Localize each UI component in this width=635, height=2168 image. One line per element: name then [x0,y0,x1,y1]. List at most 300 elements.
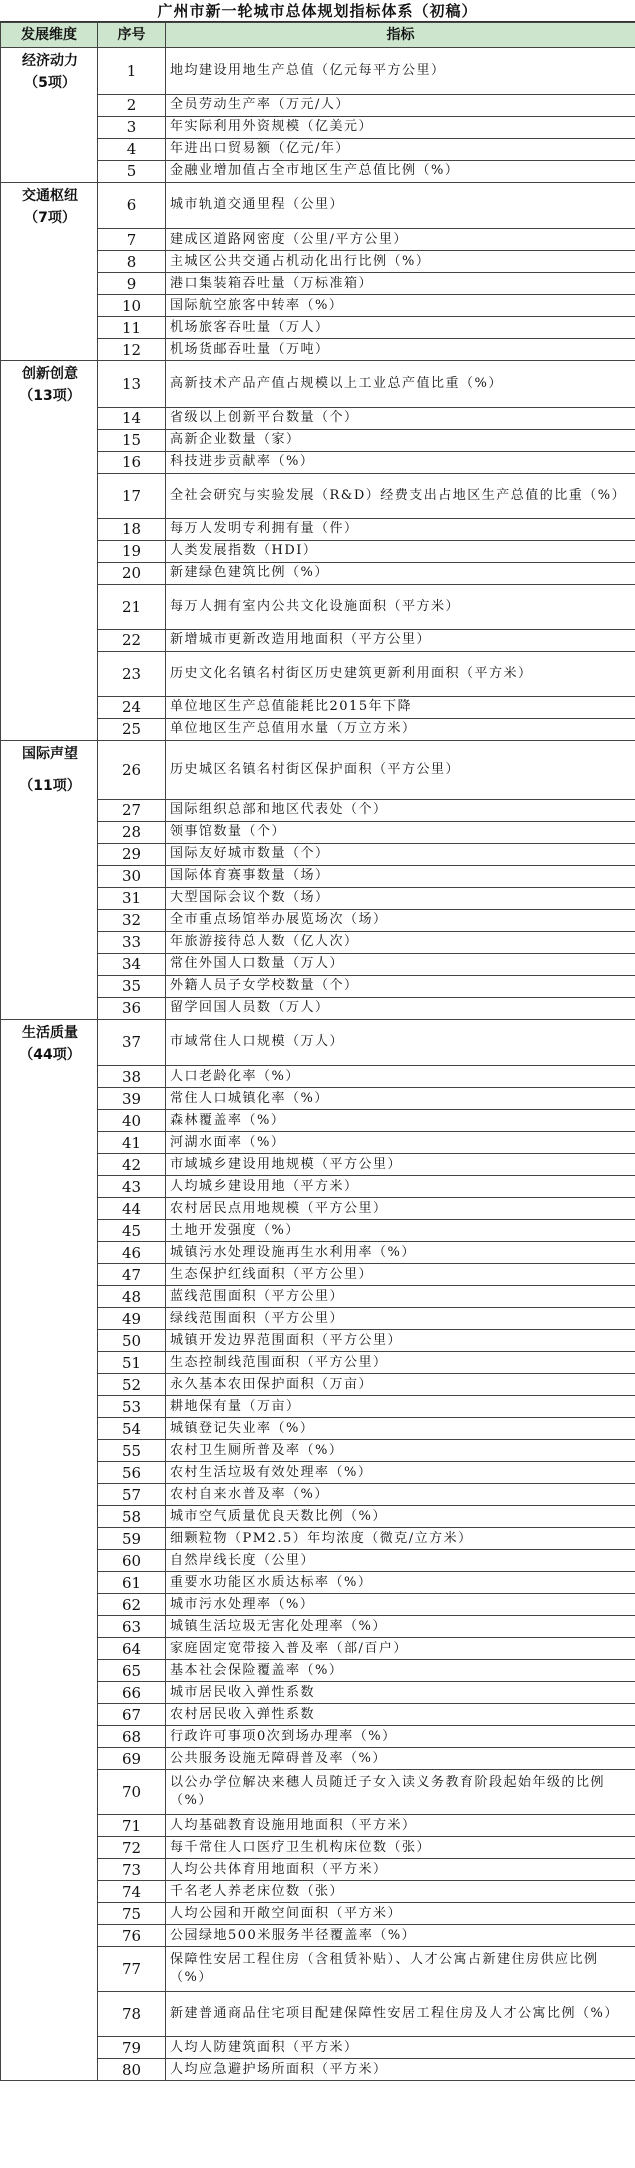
row-number: 17 [98,473,166,518]
indicator-text: 国际友好城市数量（个） [166,843,635,865]
table-row [1,317,635,339]
category-cell-continued [1,317,98,339]
indicator-text: 领事馆数量（个） [166,821,635,843]
indicator-text: 新建绿色建筑比例（%） [166,562,635,584]
table-row [1,160,635,182]
row-number: 63 [98,1616,166,1638]
row-number: 56 [98,1462,166,1484]
category-cell-continued [1,821,98,843]
row-number: 2 [98,94,166,116]
indicator-text: 科技进步贡献率（%） [166,451,635,473]
row-number: 72 [98,1837,166,1859]
category-cell-continued [1,718,98,740]
indicator-text: 行政许可事项0次到场办理率（%） [166,1726,635,1748]
indicator-text: 农村自来水普及率（%） [166,1484,635,1506]
category-cell-continued [1,1066,98,1088]
indicator-text: 人均公共体育用地面积（平方米） [166,1859,635,1881]
table-row [1,1947,635,1992]
table-row [1,1308,635,1330]
row-number: 53 [98,1396,166,1418]
table-row [1,740,635,799]
indicator-text: 每千常住人口医疗卫生机构床位数（张） [166,1837,635,1859]
category-cell [1,740,98,799]
indicator-text: 建成区道路网密度（公里/平方公里） [166,229,635,251]
indicator-text: 城镇开发边界范围面积（平方公里） [166,1330,635,1352]
category-cell-continued [1,1550,98,1572]
table-row [1,1682,635,1704]
table-row [1,562,635,584]
category-cell-continued [1,1726,98,1748]
indicator-text: 大型国际会议个数（场） [166,887,635,909]
table-row [1,1176,635,1198]
indicator-text: 高新企业数量（家） [166,429,635,451]
table-row [1,1242,635,1264]
indicator-text: 年旅游接待总人数（亿人次） [166,931,635,953]
category-cell-continued [1,1396,98,1418]
indicator-text: 城镇污水处理设施再生水利用率（%） [166,1242,635,1264]
category-count: （7项） [24,209,76,226]
category-cell-continued [1,1374,98,1396]
row-number: 78 [98,1992,166,2037]
table-row [1,48,635,95]
category-cell-continued [1,799,98,821]
indicator-text: 国际体育赛事数量（场） [166,865,635,887]
category-cell-continued [1,1660,98,1682]
category-cell-continued [1,651,98,696]
row-number: 1 [98,48,166,95]
table-row [1,909,635,931]
category-cell-continued [1,1859,98,1881]
indicator-text: 单位地区生产总值用水量（万立方米） [166,718,635,740]
indicator-text: 绿线范围面积（平方公里） [166,1308,635,1330]
indicator-text: 留学回国人员数（万人） [166,997,635,1019]
table-row [1,1066,635,1088]
category-count: （11项） [19,777,81,794]
category-name: 生活质量 [22,1024,78,1041]
row-number: 51 [98,1352,166,1374]
category-cell-continued [1,1704,98,1726]
table-row [1,1110,635,1132]
table-row [1,1264,635,1286]
row-number: 14 [98,407,166,429]
indicator-text: 人均公园和开敞空间面积（平方米） [166,1903,635,1925]
indicator-text: 国际组织总部和地区代表处（个） [166,799,635,821]
row-number: 46 [98,1242,166,1264]
category-cell-continued [1,584,98,629]
row-number: 7 [98,229,166,251]
table-row [1,94,635,116]
indicator-text: 细颗粒物（PM2.5）年均浓度（微克/立方米） [166,1528,635,1550]
row-number: 8 [98,251,166,273]
row-number: 13 [98,361,166,408]
category-cell-continued [1,1132,98,1154]
category-cell-continued [1,1088,98,1110]
indicator-text: 城镇登记失业率（%） [166,1418,635,1440]
category-cell-continued [1,295,98,317]
row-number: 44 [98,1198,166,1220]
table-row [1,2059,635,2081]
table-row [1,821,635,843]
table-row [1,518,635,540]
table-row [1,1881,635,1903]
category-cell-continued [1,407,98,429]
indicator-text: 人口老龄化率（%） [166,1066,635,1088]
category-cell-continued [1,1176,98,1198]
category-name: 国际声望 [22,745,78,762]
table-row [1,1572,635,1594]
indicator-text: 城市轨道交通里程（公里） [166,182,635,229]
category-cell [1,361,98,408]
category-cell-continued [1,1748,98,1770]
category-cell-continued [1,1528,98,1550]
row-number: 34 [98,953,166,975]
indicator-text: 市域常住人口规模（万人） [166,1019,635,1066]
category-cell-continued [1,473,98,518]
indicator-text: 人均应急避护场所面积（平方米） [166,2059,635,2081]
row-number: 33 [98,931,166,953]
table-row [1,251,635,273]
table-row [1,1925,635,1947]
table-row [1,865,635,887]
category-cell-continued [1,696,98,718]
row-number: 41 [98,1132,166,1154]
table-row [1,1815,635,1837]
indicator-text: 人类发展指数（HDI） [166,540,635,562]
row-number: 5 [98,160,166,182]
table-row [1,138,635,160]
table-row [1,451,635,473]
category-cell-continued [1,1264,98,1286]
indicator-text: 新增城市更新改造用地面积（平方公里） [166,629,635,651]
indicator-text: 全市重点场馆举办展览场次（场） [166,909,635,931]
category-cell-continued [1,1925,98,1947]
category-cell-continued [1,1440,98,1462]
category-cell-continued [1,2059,98,2081]
row-number: 11 [98,317,166,339]
table-row [1,1286,635,1308]
table-row [1,931,635,953]
category-cell-continued [1,953,98,975]
category-cell-continued [1,1462,98,1484]
category-cell-continued [1,1881,98,1903]
row-number: 67 [98,1704,166,1726]
indicator-text: 城市空气质量优良天数比例（%） [166,1506,635,1528]
category-cell [1,1019,98,1066]
row-number: 75 [98,1903,166,1925]
table-row [1,361,635,408]
category-cell-continued [1,887,98,909]
indicator-text: 城市居民收入弹性系数 [166,1682,635,1704]
category-cell-continued [1,1286,98,1308]
row-number: 58 [98,1506,166,1528]
category-cell-continued [1,1837,98,1859]
indicator-text: 公园绿地500米服务半径覆盖率（%） [166,1925,635,1947]
row-number: 19 [98,540,166,562]
category-cell-continued [1,1572,98,1594]
row-number: 38 [98,1066,166,1088]
table-row [1,1903,635,1925]
category-cell-continued [1,1352,98,1374]
category-cell-continued [1,997,98,1019]
category-cell-continued [1,94,98,116]
table-row [1,1506,635,1528]
category-cell-continued [1,518,98,540]
row-number: 29 [98,843,166,865]
category-name: 经济动力 [22,53,78,69]
indicator-text: 生态控制线范围面积（平方公里） [166,1352,635,1374]
row-number: 4 [98,138,166,160]
table-row [1,1088,635,1110]
category-cell-continued [1,975,98,997]
indicator-text: 常住外国人口数量（万人） [166,953,635,975]
table-row [1,1484,635,1506]
category-cell-continued [1,251,98,273]
row-number: 31 [98,887,166,909]
category-cell-continued [1,1638,98,1660]
row-number: 10 [98,295,166,317]
table-row [1,1594,635,1616]
row-number: 35 [98,975,166,997]
table-row [1,887,635,909]
indicator-text: 历史城区名镇名村街区保护面积（平方公里） [166,740,635,799]
indicator-text: 保障性安居工程住房（含租赁补贴）、人才公寓占新建住房供应比例（%） [166,1947,635,1992]
header-number: 序号 [98,23,166,48]
category-cell-continued [1,843,98,865]
table-body [1,48,635,2081]
category-count: （13项） [19,388,81,404]
category-cell-continued [1,1242,98,1264]
category-cell-continued [1,339,98,361]
header-dimension: 发展维度 [1,23,98,48]
table-row [1,229,635,251]
table-row [1,273,635,295]
row-number: 36 [98,997,166,1019]
category-cell-continued [1,1110,98,1132]
table-row [1,1550,635,1572]
category-cell-continued [1,1616,98,1638]
table-row [1,629,635,651]
category-cell-continued [1,1594,98,1616]
category-count: （5项） [24,75,76,91]
indicator-text: 年进出口贸易额（亿元/年） [166,138,635,160]
row-number: 76 [98,1925,166,1947]
row-number: 30 [98,865,166,887]
category-cell-continued [1,1815,98,1837]
indicator-text: 自然岸线长度（公里） [166,1550,635,1572]
row-number: 52 [98,1374,166,1396]
table-row [1,997,635,1019]
category-cell-continued [1,909,98,931]
indicator-text: 永久基本农田保护面积（万亩） [166,1374,635,1396]
indicator-text: 常住人口城镇化率（%） [166,1088,635,1110]
category-cell-continued [1,1947,98,1992]
row-number: 57 [98,1484,166,1506]
table-row [1,1374,635,1396]
indicator-text: 农村居民收入弹性系数 [166,1704,635,1726]
row-number: 79 [98,2037,166,2059]
category-cell-continued [1,1220,98,1242]
row-number: 64 [98,1638,166,1660]
table-header-row [1,23,635,48]
category-cell-continued [1,1484,98,1506]
table-row [1,1019,635,1066]
table-row [1,1638,635,1660]
row-number: 40 [98,1110,166,1132]
row-number: 65 [98,1660,166,1682]
category-cell-continued [1,1418,98,1440]
category-cell-continued [1,138,98,160]
indicator-text: 地均建设用地生产总值（亿元每平方公里） [166,48,635,95]
table-row [1,429,635,451]
row-number: 6 [98,182,166,229]
indicator-text: 市域城乡建设用地规模（平方公里） [166,1154,635,1176]
row-number: 70 [98,1770,166,1815]
table-row [1,1837,635,1859]
category-cell-continued [1,2037,98,2059]
indicator-text: 高新技术产品产值占规模以上工业总产值比重（%） [166,361,635,408]
category-cell-continued [1,160,98,182]
indicator-text: 人均人防建筑面积（平方米） [166,2037,635,2059]
table-row [1,843,635,865]
indicator-text: 主城区公共交通占机动化出行比例（%） [166,251,635,273]
indicator-text: 城镇生活垃圾无害化处理率（%） [166,1616,635,1638]
row-number: 61 [98,1572,166,1594]
indicator-text: 土地开发强度（%） [166,1220,635,1242]
row-number: 74 [98,1881,166,1903]
table-row [1,339,635,361]
row-number: 47 [98,1264,166,1286]
category-cell-continued [1,629,98,651]
row-number: 69 [98,1748,166,1770]
indicator-text: 千名老人养老床位数（张） [166,1881,635,1903]
table-row [1,1528,635,1550]
table-row [1,1770,635,1815]
table-row [1,1748,635,1770]
category-cell-continued [1,429,98,451]
category-cell-continued [1,229,98,251]
row-number: 80 [98,2059,166,2081]
indicator-text: 森林覆盖率（%） [166,1110,635,1132]
page-title: 广州市新一轮城市总体规划指标体系（初稿） [0,0,635,22]
row-number: 68 [98,1726,166,1748]
indicator-text: 农村生活垃圾有效处理率（%） [166,1462,635,1484]
category-cell-continued [1,1903,98,1925]
table-row [1,295,635,317]
indicator-text: 人均基础教育设施用地面积（平方米） [166,1815,635,1837]
table-row [1,799,635,821]
category-cell-continued [1,1154,98,1176]
category-cell [1,48,98,95]
indicator-text: 基本社会保险覆盖率（%） [166,1660,635,1682]
row-number: 48 [98,1286,166,1308]
table-row [1,696,635,718]
table-row [1,584,635,629]
row-number: 77 [98,1947,166,1992]
row-number: 22 [98,629,166,651]
table-row [1,407,635,429]
table-row [1,1198,635,1220]
indicator-text: 每万人拥有室内公共文化设施面积（平方米） [166,584,635,629]
table-row [1,1726,635,1748]
row-number: 9 [98,273,166,295]
indicator-text: 港口集装箱吞吐量（万标准箱） [166,273,635,295]
category-name: 交通枢纽 [22,187,78,204]
category-cell-continued [1,116,98,138]
indicator-text: 机场旅客吞吐量（万人） [166,317,635,339]
table-row [1,1616,635,1638]
table-row [1,2037,635,2059]
indicator-text: 新建普通商品住宅项目配建保障性安居工程住房及人才公寓比例（%） [166,1992,635,2037]
table-row [1,1330,635,1352]
category-name: 创新创意 [22,366,78,382]
indicator-text: 省级以上创新平台数量（个） [166,407,635,429]
table-row [1,540,635,562]
indicator-text: 城市污水处理率（%） [166,1594,635,1616]
row-number: 49 [98,1308,166,1330]
indicator-table [0,22,635,2081]
indicator-text: 每万人发明专利拥有量（件） [166,518,635,540]
indicator-text: 全员劳动生产率（万元/人） [166,94,635,116]
table-row [1,1859,635,1881]
row-number: 18 [98,518,166,540]
row-number: 3 [98,116,166,138]
table-row [1,953,635,975]
category-cell-continued [1,931,98,953]
indicator-text: 公共服务设施无障碍普及率（%） [166,1748,635,1770]
indicator-text: 外籍人员子女学校数量（个） [166,975,635,997]
indicator-text: 农村卫生厕所普及率（%） [166,1440,635,1462]
row-number: 54 [98,1418,166,1440]
indicator-text: 人均城乡建设用地（平方米） [166,1176,635,1198]
row-number: 28 [98,821,166,843]
indicator-text: 家庭固定宽带接入普及率（部/百户） [166,1638,635,1660]
indicator-text: 国际航空旅客中转率（%） [166,295,635,317]
row-number: 23 [98,651,166,696]
row-number: 16 [98,451,166,473]
table-row [1,1462,635,1484]
table-row [1,1704,635,1726]
table-row [1,1660,635,1682]
row-number: 43 [98,1176,166,1198]
header-indicator: 指标 [166,23,635,48]
indicator-text: 农村居民点用地规模（平方公里） [166,1198,635,1220]
row-number: 32 [98,909,166,931]
row-number: 66 [98,1682,166,1704]
table-row [1,1440,635,1462]
row-number: 25 [98,718,166,740]
category-cell-continued [1,1198,98,1220]
row-number: 73 [98,1859,166,1881]
row-number: 71 [98,1815,166,1837]
indicator-text: 以公办学位解决来穗人员随迁子女入读义务教育阶段起始年级的比例（%） [166,1770,635,1815]
row-number: 21 [98,584,166,629]
table-row [1,1154,635,1176]
indicator-text: 耕地保有量（万亩） [166,1396,635,1418]
indicator-text: 机场货邮吞吐量（万吨） [166,339,635,361]
category-cell-continued [1,865,98,887]
category-count: （44项） [19,1046,81,1063]
indicator-text: 河湖水面率（%） [166,1132,635,1154]
indicator-text: 重要水功能区水质达标率（%） [166,1572,635,1594]
table-row [1,1220,635,1242]
category-cell-continued [1,451,98,473]
indicator-text: 历史文化名镇名村街区历史建筑更新利用面积（平方米） [166,651,635,696]
table-row [1,1418,635,1440]
row-number: 12 [98,339,166,361]
row-number: 39 [98,1088,166,1110]
row-number: 26 [98,740,166,799]
category-cell-continued [1,540,98,562]
